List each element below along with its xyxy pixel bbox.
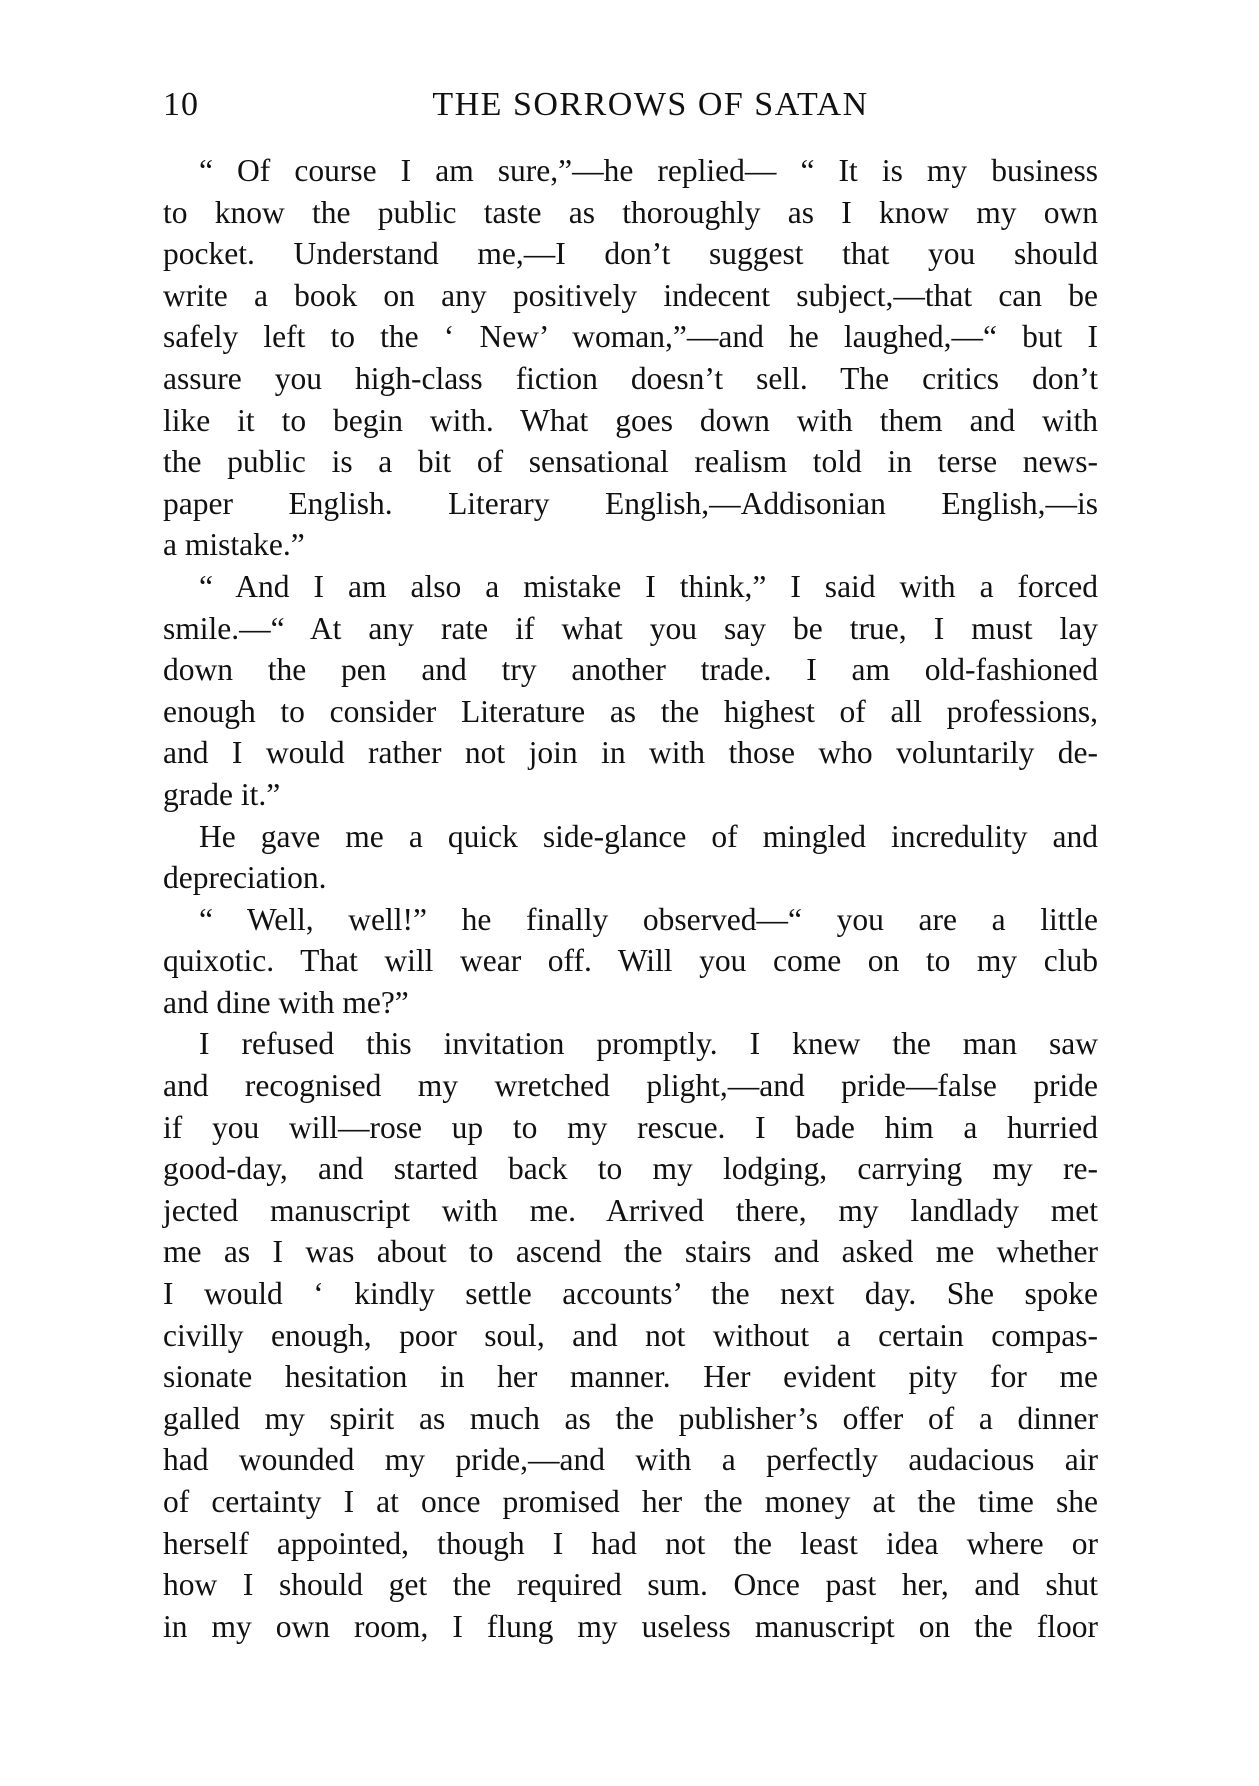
text-line: galled my spirit as much as the publisher’s offer of a dinner	[163, 1400, 1098, 1436]
text-line: smile.—“ At any rate if what you say be true, I must lay	[163, 610, 1098, 646]
text-line: how I should get the required sum. Once past her, and shut	[163, 1567, 1098, 1603]
text-line: enough to consider Literature as the highest of all professions,	[163, 693, 1098, 729]
text-line: quixotic. That will wear off. Will you come on to my club	[163, 943, 1098, 979]
text-line: the public is a bit of sensational realism told in terse news-	[163, 444, 1098, 480]
text-line: paper English. Literary English,—Addisonian English,—is	[163, 485, 1098, 521]
text-line: like it to begin with. What goes down with them and with	[163, 402, 1098, 438]
text-line: grade it.”	[163, 776, 281, 812]
page-number: 10	[163, 86, 199, 123]
text-line: safely left to the ‘ New’ woman,”—and he laughed,—“ but I	[163, 319, 1098, 355]
paragraph-5	[163, 1023, 1098, 1647]
text-line: sionate hesitation in her manner. Her evident pity for me	[163, 1359, 1098, 1395]
text-line: a mistake.”	[163, 527, 305, 563]
text-line: and I would rather not join in with those who voluntarily de-	[163, 735, 1098, 771]
text-line: had wounded my pride,—and with a perfectly audacious air	[163, 1442, 1098, 1478]
text-line: of certainty I at once promised her the money at the time she	[163, 1484, 1098, 1519]
text-line: “ And I am also a mistake I think,” I said with a forced	[199, 568, 1098, 604]
text-line: down the pen and try another trade. I am old-fashioned	[163, 652, 1098, 688]
text-line: if you will—rose up to my rescue. I bade him a hurried	[163, 1109, 1098, 1145]
text-line: civilly enough, poor soul, and not without a certain compas-	[163, 1317, 1098, 1353]
text-line: and recognised my wretched plight,—and pride—false pride	[163, 1068, 1098, 1104]
text-line: “ Of course I am sure,”—he replied— “ It is my business	[199, 153, 1098, 188]
text-line: pocket. Understand me,—I don’t suggest that you should	[163, 236, 1098, 272]
text-line: write a book on any positively indecent subject,—that can be	[163, 277, 1098, 313]
body-text	[163, 150, 1098, 1647]
text-line: assure you high-class fiction doesn’t sell. The critics don’t	[163, 360, 1098, 396]
text-line: in my own room, I flung my useless manuscript on the floor	[163, 1608, 1098, 1644]
text-line: to know the public taste as thoroughly as I know my own	[163, 194, 1098, 230]
text-line: He gave me a quick side-glance of mingled incredulity and	[199, 818, 1098, 854]
paragraph-1	[163, 150, 1098, 566]
text-line: “ Well, well!” he finally observed—“ you are a little	[199, 901, 1098, 937]
text-line: me as I was about to ascend the stairs and asked me whether	[163, 1234, 1098, 1270]
text-line: jected manuscript with me. Arrived there, my landlady met	[163, 1192, 1098, 1228]
text-line: depreciation.	[163, 860, 327, 896]
paragraph-2	[163, 566, 1098, 816]
text-line: good-day, and started back to my lodging, carrying my re-	[163, 1151, 1098, 1187]
running-title: THE SORROWS OF SATAN	[432, 86, 869, 123]
paragraph-3	[163, 816, 1098, 899]
text-line: I refused this invitation promptly. I knew the man saw	[199, 1026, 1098, 1062]
text-line: herself appointed, though I had not the least idea where or	[163, 1525, 1098, 1561]
text-line: and dine with me?”	[163, 984, 409, 1020]
paragraph-4	[163, 899, 1098, 1024]
running-head	[163, 80, 1098, 130]
text-line: I would ‘ kindly settle accounts’ the next day. She spoke	[163, 1276, 1098, 1312]
